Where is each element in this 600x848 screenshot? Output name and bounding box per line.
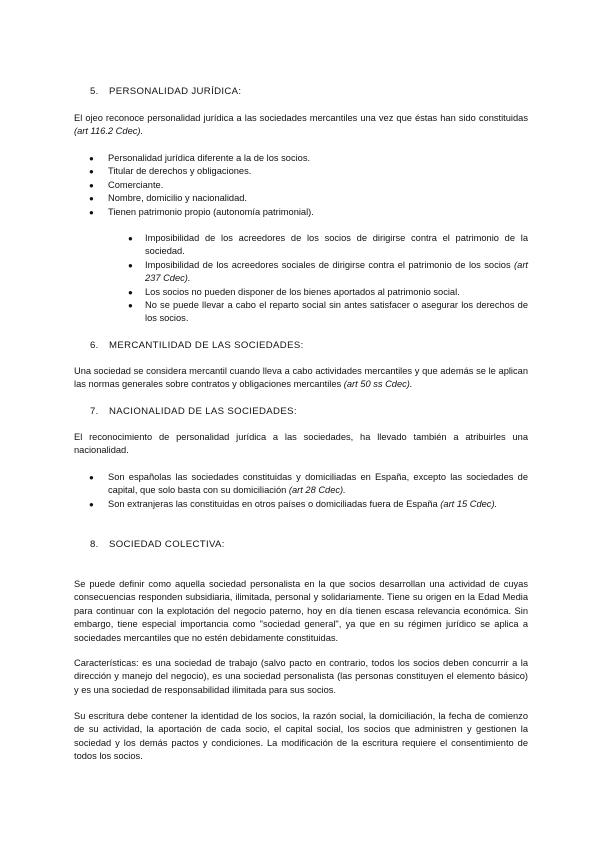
section-number: 6.: [90, 340, 99, 351]
section-title: SOCIEDAD COLECTIVA:: [109, 539, 225, 550]
list-item: [89, 206, 528, 219]
list-item: [89, 165, 528, 178]
list-item: [89, 498, 528, 511]
section-title: MERCANTILIDAD DE LAS SOCIEDADES:: [109, 340, 304, 351]
bullet-icon: ●: [89, 194, 94, 204]
article-reference: (art 50 ss Cdec).: [343, 379, 413, 390]
section-number: 5.: [90, 86, 99, 97]
section-heading-8: [90, 539, 225, 550]
paragraph-nacionalidad-intro: [74, 431, 528, 458]
bullet-icon: ●: [89, 207, 94, 217]
list-item-text: Son extranjeras las constituidas en otros países o domiciliadas fuera de España: [108, 498, 441, 509]
list-item-text: Los socios no pueden disponer de los bienes aportados al patrimonio social.: [145, 286, 460, 297]
bullet-icon: ●: [89, 154, 94, 163]
list-item-text: Imposibilidad de los acreedores de los socios de dirigirse contra el patrimonio de la sociedad.: [145, 233, 528, 257]
section-number: 8.: [90, 539, 99, 550]
list-item: [128, 286, 528, 299]
paragraph-text: El reconocimiento de personalidad jurídica a las sociedades, ha llevado también a atribuirles una nacionalidad.: [74, 432, 528, 456]
paragraph-text: Se puede definir como aquella sociedad personalista en la que socios desarrollan una actividad de cuyas consecuencias responden subsidiaria, ilimitada, personal y solidariamente. Tiene su origen en la Edad Media para continuar con la explotación del negocio paterno, hoy en día tienen escasa relevancia económica. Sin embargo, tiene especial importancia como "sociedad general", ya que en su régimen jurídico se aplica a sociedades mercantiles que no estén debidamente constituidas.: [74, 579, 528, 643]
paragraph-personalidad-intro: [74, 112, 528, 139]
paragraph-text: Características: es una sociedad de trabajo (salvo pacto en contrario, todos los socios deben concurrir a la dirección y manejo del negocio), es una sociedad personalista (las personas constituyen el elemento básico) y es una sociedad de responsabilidad ilimitada para sus socios.: [74, 658, 528, 695]
list-item-text: Comerciante.: [108, 179, 164, 190]
bullet-icon: ●: [89, 180, 94, 190]
article-reference: (art 15 Cdec).: [440, 498, 498, 509]
article-reference: (art 237 Cdec).: [145, 259, 528, 284]
paragraph-text: Una sociedad se considera mercantil cuando lleva a cabo actividades mercantiles y que además se le aplican las normas generales sobre contratos y obligaciones mercantiles: [74, 366, 528, 390]
bullet-icon: ●: [128, 287, 133, 297]
list-item-text: Tienen patrimonio propio (autonomía patrimonial).: [108, 206, 314, 217]
bullet-icon: ●: [89, 167, 94, 177]
list-item-text: Personalidad jurídica diferente a la de los socios.: [108, 153, 311, 163]
patrimonio-sublist: [128, 232, 528, 326]
bullet-icon: ●: [128, 301, 133, 311]
list-item: [128, 299, 528, 326]
paragraph-text: Su escritura debe contener la identidad de los socios, la razón social, la domiciliación, la fecha de comienzo de su actividad, la aportación de cada socio, el capital social, los socios que administren y gestionen la sociedad y los demás pactos y condiciones. La modificación de la escritura requiere el consentimiento de todos los socios.: [74, 711, 528, 762]
article-reference: (art 28 Cdec).: [288, 485, 346, 496]
personalidad-list: [89, 152, 528, 219]
list-item: [128, 259, 528, 286]
paragraph-colectiva-escritura: [74, 710, 528, 764]
list-item: [89, 471, 528, 498]
paragraph-colectiva-definicion: [74, 578, 528, 645]
bullet-icon: ●: [128, 234, 133, 243]
bullet-icon: ●: [89, 473, 94, 482]
list-item-text: Nombre, domicilio y nacionalidad.: [108, 193, 248, 204]
section-number: 7.: [90, 406, 99, 417]
paragraph-text: El ojeo reconoce personalidad jurídica a las sociedades mercantiles una vez que éstas han sido constituidas: [74, 113, 528, 123]
paragraph-mercantilidad: [74, 365, 528, 392]
list-item: [89, 179, 528, 192]
list-item: [89, 192, 528, 205]
section-heading-7: [90, 406, 297, 417]
nacionalidad-list: [89, 471, 528, 511]
list-item: [128, 232, 528, 259]
article-reference: (art 116.2 Cdec).: [74, 126, 144, 137]
paragraph-colectiva-caracteristicas: [74, 657, 528, 697]
section-heading-5: [90, 86, 241, 97]
bullet-icon: ●: [128, 260, 133, 270]
list-item: [89, 152, 528, 165]
list-item-text: No se puede llevar a cabo el reparto social sin antes satisfacer o asegurar los derechos de los socios.: [145, 300, 528, 324]
bullet-icon: ●: [89, 499, 94, 509]
section-title: PERSONALIDAD JURÍDICA:: [109, 86, 242, 97]
list-item-text: Son españolas las sociedades constituidas y domiciliadas en España, excepto las sociedades de capital, que solo basta con su domiciliación: [108, 472, 528, 496]
list-item-text: Imposibilidad de los acreedores sociales de dirigirse contra el patrimonio de los socios: [145, 259, 515, 270]
section-heading-6: [90, 340, 304, 351]
list-item-text: Titular de derechos y obligaciones.: [108, 166, 252, 177]
section-title: NACIONALIDAD DE LAS SOCIEDADES:: [109, 406, 297, 417]
